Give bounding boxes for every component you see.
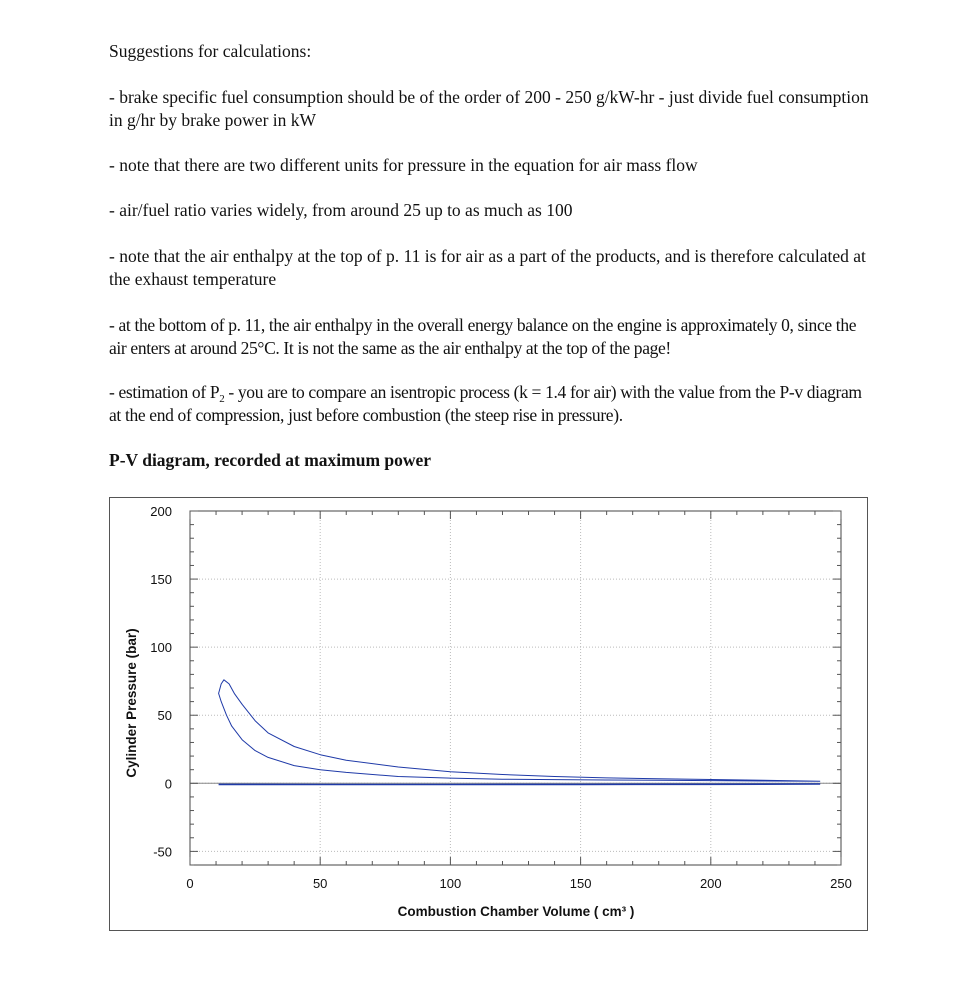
note-bsfc: - brake specific fuel consumption should be of the order of 200 - 250 g/kW-hr - just divide fuel consumption in g/hr by brake power in kW	[109, 87, 869, 130]
figure-title: P-V diagram, recorded at maximum power	[109, 450, 432, 470]
pv-diagram-chart	[109, 497, 868, 931]
plot-area-border	[190, 511, 841, 865]
y-axis-title: Cylinder Pressure (bar)	[124, 628, 139, 778]
note-p2-estimation	[109, 381, 874, 427]
y-tick-label: 50	[157, 708, 172, 724]
p2-text-pre: - estimation of P	[109, 382, 220, 402]
p2-text-post: - you are to compare an isentropic process (k = 1.4 for air) with the value from the P-v diagram at the end of compression, just before combustion (the steep rise in pressure).	[109, 382, 862, 425]
x-axis-title: Combustion Chamber Volume ( cm³ )	[397, 904, 635, 919]
x-tick-label: 100	[439, 876, 462, 891]
x-tick-label: 150	[569, 876, 592, 891]
pv-trace-2	[219, 784, 821, 785]
grid-layer	[190, 511, 841, 865]
x-tick-label: 0	[186, 876, 194, 891]
y-tick-label: 100	[150, 640, 172, 656]
y-tick-label: -50	[153, 844, 172, 860]
note-air-enthalpy-top: - note that the air enthalpy at the top of p. 11 is for air as a part of the products, and is therefore calculated at the exhaust temperature	[109, 246, 866, 289]
x-tick-label: 250	[830, 876, 852, 891]
x-tick-label: 200	[699, 876, 722, 891]
note-pressure-units: - note that there are two different units for pressure in the equation for air mass flow	[109, 155, 698, 175]
p2-subscript: 2	[219, 393, 225, 405]
series-layer	[219, 680, 821, 785]
note-air-fuel-ratio: - air/fuel ratio varies widely, from around 25 up to as much as 100	[109, 200, 573, 220]
x-tick-label: 50	[312, 876, 328, 891]
label-layer	[150, 504, 852, 891]
note-air-enthalpy-bottom: - at the bottom of p. 11, the air enthalpy in the overall energy balance on the engine is approximately 0, since the air enters at around 25°C. It is not the same as the air enthalpy at the top of the page!	[109, 315, 857, 358]
y-tick-label: 150	[150, 572, 172, 588]
document-heading: Suggestions for calculations:	[109, 41, 312, 61]
pv-trace-1	[219, 680, 821, 782]
axis-layer	[190, 511, 841, 865]
y-tick-label: 200	[150, 504, 172, 519]
y-tick-label: 0	[164, 776, 172, 792]
